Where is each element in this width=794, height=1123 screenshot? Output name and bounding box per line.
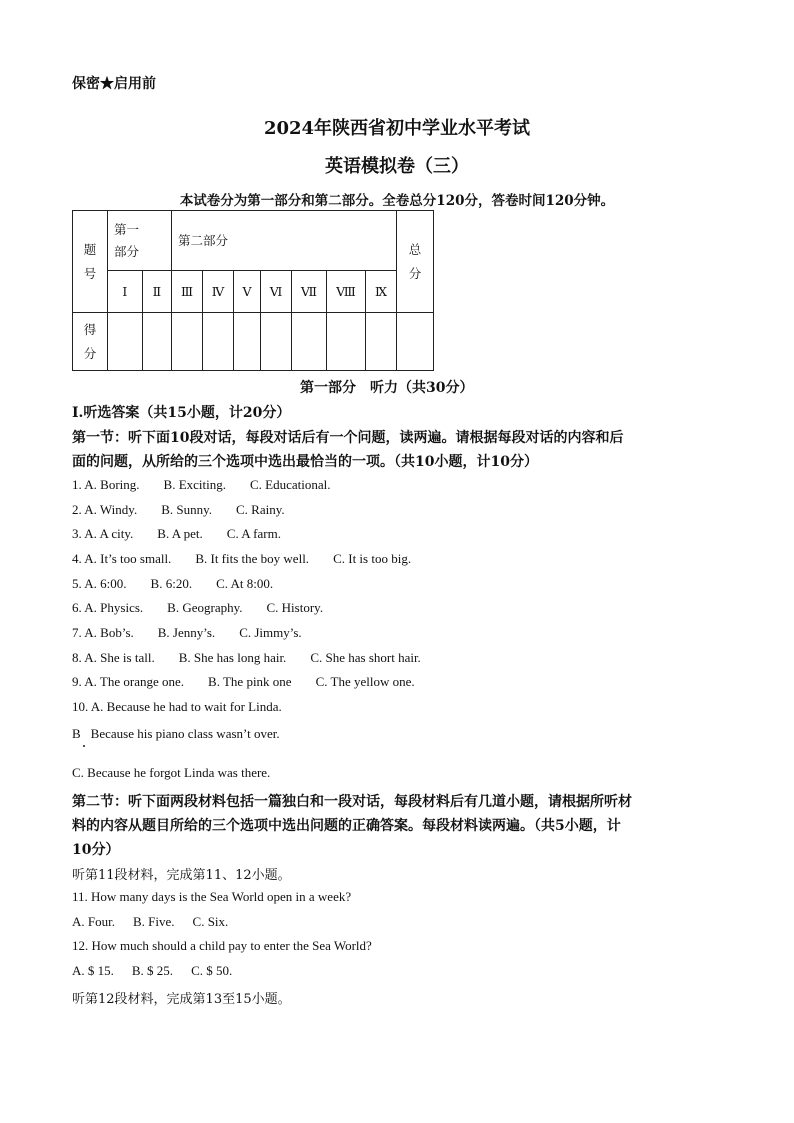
row-label-number: 题 号 — [73, 211, 108, 313]
question-6: 6. A. Physics. B. Geography. C. History. — [72, 600, 324, 615]
score-cell[interactable] — [261, 313, 292, 371]
listen-material-12: 听第12段材料，完成第13至15小题。 — [72, 992, 291, 1007]
numeral-2: Ⅱ — [142, 271, 171, 313]
part1-header: 第一 部分 — [108, 211, 172, 271]
question-7: 7. A. Bob’s. B. Jenny’s. C. Jimmy’s. — [72, 625, 302, 640]
exam-title: 2024年陕西省初中学业水平考试 — [263, 118, 531, 139]
part2-header: 第二部分 — [172, 211, 397, 271]
numeral-6: Ⅵ — [261, 271, 292, 313]
score-table — [72, 210, 434, 371]
question-11-options: A. Four. B. Five. C. Six. — [72, 914, 229, 929]
question-2: 2. A. Windy. B. Sunny. C. Rainy. — [72, 502, 285, 517]
score-cell[interactable] — [108, 313, 143, 371]
exam-subtitle: 英语模拟卷（三） — [325, 156, 469, 177]
question-12-options: A. $ 15. B. $ 25. C. $ 50. — [72, 963, 233, 978]
question-3: 3. A. A city. B. A pet. C. A farm. — [72, 526, 281, 541]
question-8: 8. A. She is tall. B. She has long hair. C. She has short hair. — [72, 650, 421, 665]
confidential-label: 保密★启用前 — [72, 76, 156, 92]
question-1: 1. A. Boring. B. Exciting. C. Educational. — [72, 477, 331, 492]
numeral-8: Ⅷ — [327, 271, 366, 313]
row-label-score: 得 分 — [73, 313, 108, 371]
question-10-option-c: C. Because he forgot Linda was there. — [72, 765, 271, 780]
score-cell[interactable] — [292, 313, 327, 371]
numeral-4: Ⅳ — [203, 271, 234, 313]
section-title: Ⅰ.听选答案（共15小题，计20分） — [72, 405, 291, 421]
score-cell[interactable] — [397, 313, 434, 371]
section2-instruction-line3: 10分） — [72, 842, 120, 858]
score-cell[interactable] — [142, 313, 171, 371]
numeral-5: Ⅴ — [234, 271, 261, 313]
section2-instruction-line1: 第二节：听下面两段材料包括一篇独白和一段对话，每段材料后有几道小题，请根据所听材 — [72, 794, 632, 810]
score-cell[interactable] — [203, 313, 234, 371]
exam-intro: 本试卷分为第一部分和第二部分。全卷总分120分，答卷时间120分钟。 — [179, 193, 615, 209]
total-header: 总 分 — [397, 211, 434, 313]
section1-instruction-line2: 面的问题，从所给的三个选项中选出最恰当的一项。（共10小题，计10分） — [72, 454, 538, 470]
numeral-3: Ⅲ — [172, 271, 203, 313]
stray-dot — [83, 745, 85, 747]
numeral-7: Ⅶ — [292, 271, 327, 313]
numeral-9: Ⅸ — [366, 271, 397, 313]
question-10-option-a: 10. A. Because he had to wait for Linda. — [72, 699, 282, 714]
score-cell[interactable] — [172, 313, 203, 371]
score-cell[interactable] — [327, 313, 366, 371]
question-12: 12. How much should a child pay to enter the Sea World? — [72, 938, 372, 953]
part1-title: 第一部分 听力（共30分） — [300, 380, 474, 396]
question-11: 11. How many days is the Sea World open in a week? — [72, 889, 352, 904]
section2-instruction-line2: 料的内容从题目所给的三个选项中选出问题的正确答案。每段材料读两遍。（共5小题，计 — [72, 818, 621, 834]
score-cell[interactable] — [366, 313, 397, 371]
question-5: 5. A. 6:00. B. 6:20. C. At 8:00. — [72, 576, 274, 591]
section1-instruction-line1: 第一节：听下面10段对话，每段对话后有一个问题，读两遍。请根据每段对话的内容和后 — [72, 430, 624, 446]
question-4: 4. A. It’s too small. B. It fits the boy well. C. It is too big. — [72, 551, 412, 566]
score-cell[interactable] — [234, 313, 261, 371]
listen-material-11: 听第11段材料，完成第11、12小题。 — [72, 868, 291, 883]
question-10-option-b: B Because his piano class wasn’t over. — [72, 726, 280, 741]
question-9: 9. A. The orange one. B. The pink one C. The yellow one. — [72, 674, 415, 689]
numeral-1: Ⅰ — [108, 271, 143, 313]
